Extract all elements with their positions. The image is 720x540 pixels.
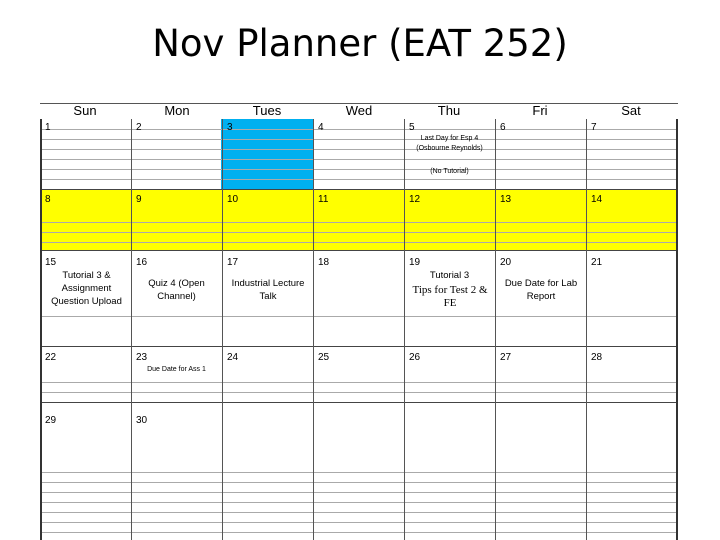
day-header-sun: Sun: [73, 103, 97, 118]
calendar-grid: [40, 119, 678, 540]
note-tips-test2: Tips for Test 2 & FE: [412, 284, 488, 309]
day-header-thu: Thu: [437, 103, 461, 118]
date-12: 12: [409, 194, 421, 205]
day-header-sat: Sat: [621, 103, 641, 118]
date-15: 15: [45, 257, 57, 268]
date-6: 6: [500, 122, 506, 133]
date-8: 8: [45, 194, 51, 205]
day-header-fri: Fri: [532, 103, 548, 118]
date-20: 20: [500, 257, 512, 268]
note-industrial-talk: Industrial Lecture Talk: [231, 278, 305, 302]
date-19: 19: [409, 257, 421, 268]
date-7: 7: [591, 122, 597, 133]
date-16: 16: [136, 257, 148, 268]
date-11: 11: [318, 194, 329, 205]
date-9: 9: [136, 194, 142, 205]
date-30: 30: [136, 415, 148, 426]
date-2: 2: [136, 122, 142, 133]
page-title: Nov Planner (EAT 252): [152, 22, 568, 65]
note-tutorial3-upload: Tutorial 3 & Assignment Question Upload: [51, 270, 122, 307]
date-25: 25: [318, 352, 330, 363]
date-5: 5: [409, 122, 415, 133]
date-29: 29: [45, 415, 57, 426]
date-1: 1: [45, 122, 51, 133]
date-22: 22: [45, 352, 57, 363]
day-header-tues: Tues: [252, 103, 282, 118]
date-28: 28: [591, 352, 603, 363]
day-header-wed: Wed: [345, 103, 373, 118]
date-24: 24: [227, 352, 239, 363]
note-tutorial3: Tutorial 3: [429, 270, 470, 281]
note-due-lab: Due Date for Lab Report: [504, 278, 578, 302]
date-3: 3: [227, 122, 233, 133]
note-due-ass1: Due Date for Ass 1: [147, 366, 206, 373]
note-no-tutorial: (No Tutorial): [430, 168, 469, 175]
date-26: 26: [409, 352, 421, 363]
date-23: 23: [136, 352, 148, 363]
date-10: 10: [227, 194, 239, 205]
note-quiz4: Quiz 4 (Open Channel): [148, 278, 205, 302]
date-17: 17: [227, 257, 239, 268]
date-4: 4: [318, 122, 324, 133]
day-header-mon: Mon: [164, 103, 190, 118]
date-21: 21: [591, 257, 603, 268]
date-18: 18: [318, 257, 330, 268]
note-last-day-esp: Last Day for Esp 4 (Osbourne Reynolds): [416, 135, 483, 152]
date-13: 13: [500, 194, 512, 205]
date-27: 27: [500, 352, 512, 363]
date-14: 14: [591, 194, 603, 205]
